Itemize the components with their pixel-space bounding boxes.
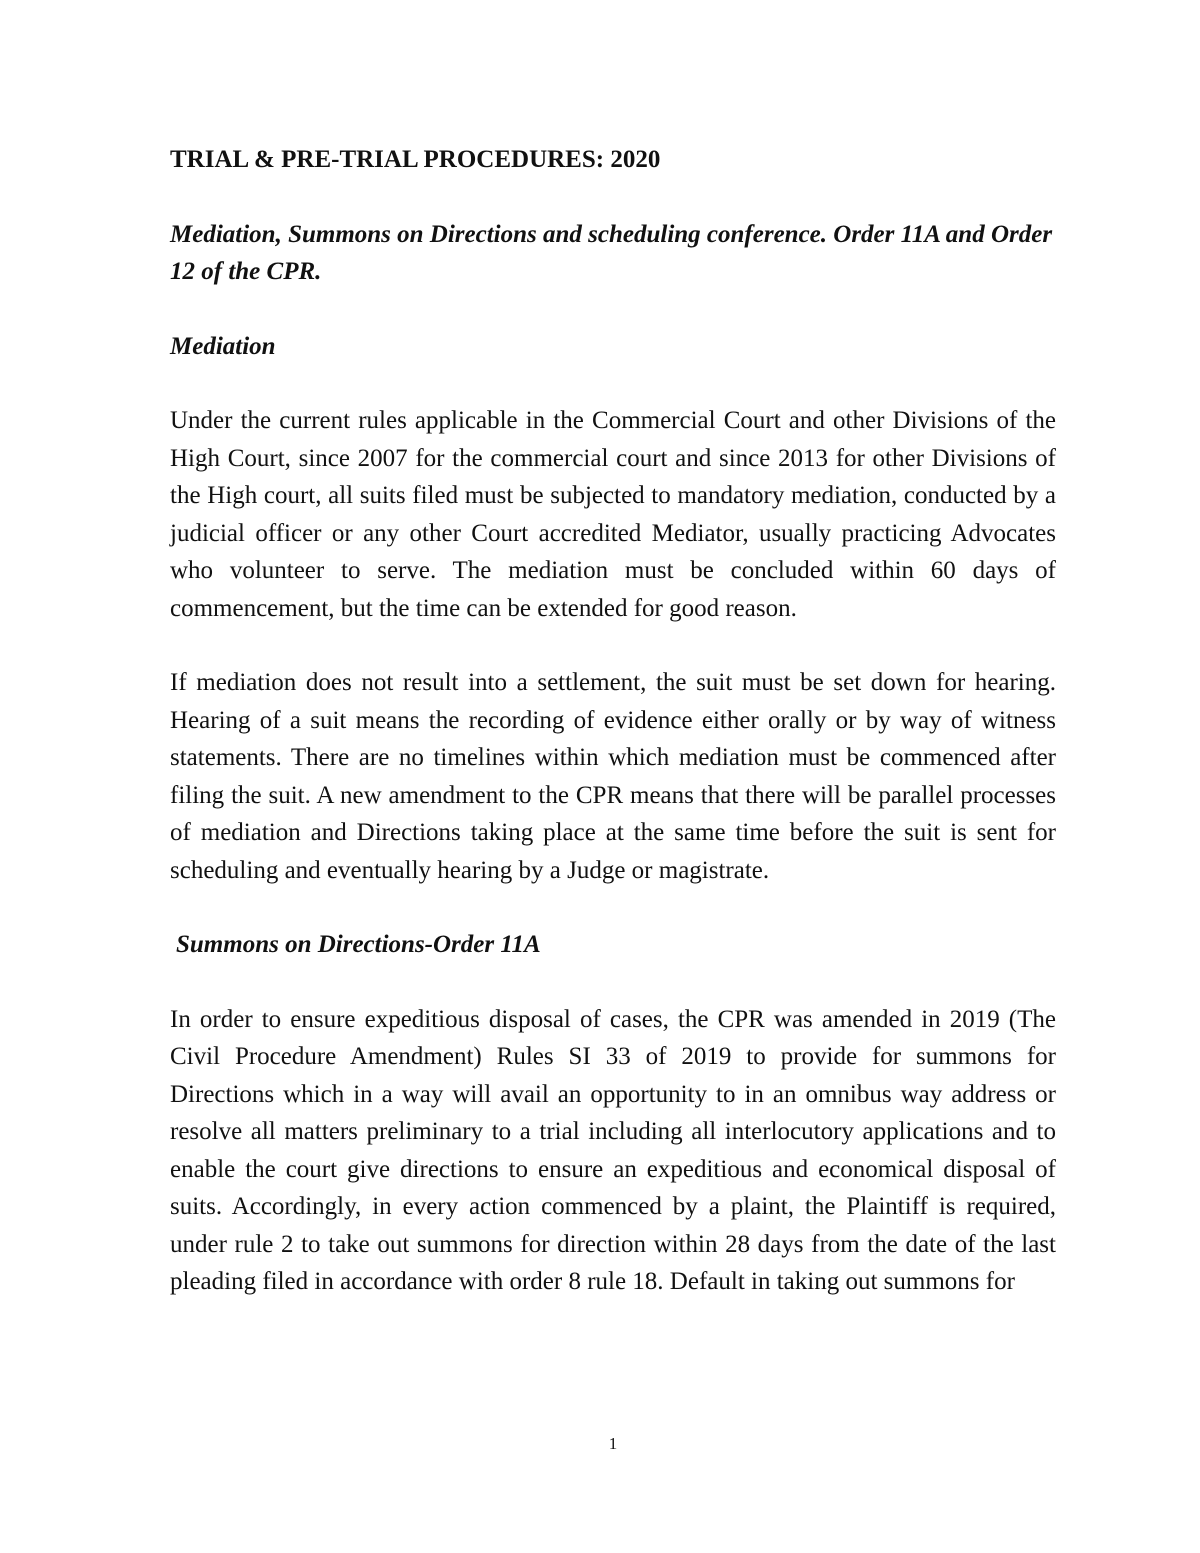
- page-content: [170, 141, 1056, 1338]
- document-subtitle: Mediation, Summons on Directions and scheduling conference. Order 11A and Order 12 of the CPR.: [170, 220, 1053, 285]
- page-number: 1: [608, 1434, 618, 1453]
- section-heading-summons-on-directions: Summons on Directions-Order 11A: [176, 931, 541, 958]
- paragraph-mediation-hearing: If mediation does not result into a settlement, the suit must be set down for hearing. Hearing of a suit means the recording of evidence either orally or by way of witness statements. There are no timelines within which mediation must be commenced after filing the suit. A new amendment to the CPR means that there will be parallel processes of mediation and Directions taking place at the same time before the suit is sent for scheduling and eventually hearing by a Judge or magistrate.: [170, 669, 1056, 884]
- document-title: TRIAL & PRE-TRIAL PROCEDURES: 2020: [170, 146, 661, 173]
- paragraph-mediation-rules: Under the current rules applicable in the Commercial Court and other Divisions of the High Court, since 2007 for the commercial court and since 2013 for other Divisions of the High court, all suits filed must be subjected to mandatory mediation, conducted by a judicial officer or any other Court accredited Mediator, usually practicing Advocates who volunteer to serve. The mediation must be concluded within 60 days of commencement, but the time can be extended for good reason.: [170, 407, 1056, 622]
- paragraph-summons-on-directions: In order to ensure expeditious disposal of cases, the CPR was amended in 2019 (The Civil Procedure Amendment) Rules SI 33 of 2019 to provide for summons for Directions which in a way will avail an opportunity to in an omnibus way address or resolve all matters preliminary to a trial including all interlocutory applications and to enable the court give directions to ensure an expeditious and economical disposal of suits. Accordingly, in every action commenced by a plaint, the Plaintiff is required, under rule 2 to take out summons for direction within 28 days from the date of the last pleading filed in accordance with order 8 rule 18. Default in taking out summons for: [170, 1005, 1056, 1295]
- section-heading-mediation: Mediation: [170, 332, 276, 360]
